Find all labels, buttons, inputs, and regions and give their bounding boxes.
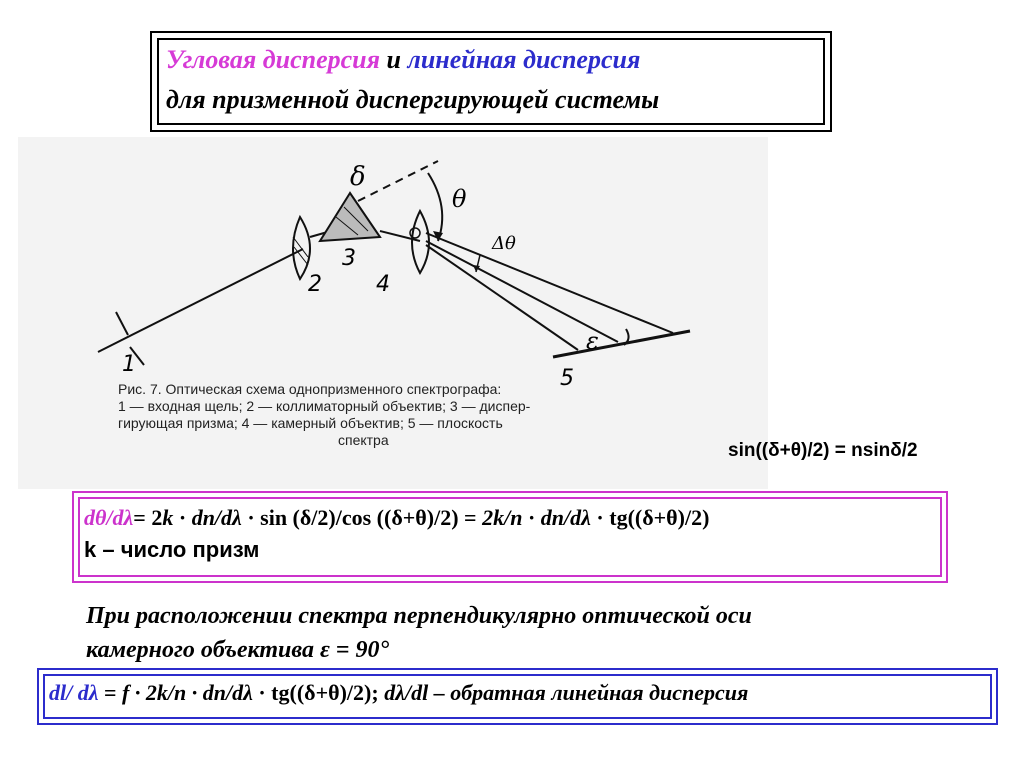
- input-ray: [98, 249, 303, 352]
- label-epsilon: ε: [586, 327, 599, 355]
- caption-line-2: 1 — входная щель; 2 — коллиматорный объектив; 3 — диспер-: [118, 398, 531, 414]
- angular-dispersion-formula: [84, 505, 709, 531]
- spectrograph-figure: [18, 137, 768, 489]
- label-4: 4: [376, 272, 390, 297]
- formula2-lhs: dl/ dλ: [49, 680, 99, 705]
- output-ray-a: [426, 233, 673, 333]
- title-angular-dispersion: Угловая дисперсия: [166, 45, 381, 74]
- dashed-axis: [358, 161, 438, 201]
- note-line-2: камерного объектива ε = 90°: [86, 637, 390, 663]
- perpendicular-note: [86, 599, 752, 667]
- formula2-f-k-n: f · 2k/n · dn/dλ: [122, 680, 253, 705]
- label-theta: θ: [452, 185, 467, 213]
- prism-count-note: k – число призм: [84, 537, 260, 562]
- formula2-description: – обратная линейная дисперсия: [428, 680, 749, 705]
- formula1-lhs: dθ/dλ: [84, 505, 134, 530]
- title-line-1: [166, 45, 640, 75]
- formula1-mid: · sin (δ/2)/cos ((δ+θ)/2) =: [241, 505, 483, 530]
- formula1-dot2: ·: [522, 505, 541, 530]
- title-line-2: для призменной диспергирующей системы: [166, 85, 660, 114]
- prism-sin-formula: sin((δ+θ)/2) = nsinδ/2: [728, 440, 918, 461]
- linear-dispersion-formula-box: [37, 668, 998, 725]
- focal-plane: [553, 331, 690, 357]
- formula1-dn-dl-2: dn/dλ: [540, 505, 591, 530]
- formula2-tail: · tg((δ+θ)/2);: [252, 680, 385, 705]
- label-1: 1: [122, 352, 136, 377]
- note-line-1: При расположении спектра перпендикулярно оптической оси: [86, 603, 752, 629]
- formula1-dot1: ·: [173, 505, 192, 530]
- formula1-dn-dl-1: dn/dλ: [191, 505, 242, 530]
- formula1-rhs-a: = 2: [133, 505, 163, 530]
- title-conjunction: и: [386, 45, 401, 74]
- formula2-inverse: dλ/dl: [384, 680, 429, 705]
- caption-line-1: Рис. 7. Оптическая схема однопризменного спектрографа:: [118, 381, 502, 397]
- formula1-k-over-n: 2k/n: [482, 505, 523, 530]
- title-linear-dispersion: линейная дисперсия: [407, 45, 641, 74]
- angular-dispersion-formula-box: [72, 491, 948, 583]
- prism: [320, 193, 380, 241]
- formula2-eq: =: [98, 680, 123, 705]
- label-delta: δ: [350, 162, 366, 192]
- output-ray-c: [426, 245, 578, 350]
- title-box: [150, 31, 832, 132]
- linear-dispersion-formula: [49, 680, 748, 706]
- figure-caption: [118, 381, 648, 449]
- caption-line-4: спектра: [338, 432, 389, 448]
- label-dtheta: Δθ: [492, 233, 516, 254]
- label-2: 2: [308, 272, 322, 297]
- slit-mark-top: [116, 312, 128, 335]
- formula1-k: k: [162, 505, 174, 530]
- label-3: 3: [342, 246, 356, 271]
- formula1-tail: · tg((δ+θ)/2): [590, 505, 710, 530]
- label-5: 5: [560, 366, 574, 391]
- caption-line-3: гирующая призма; 4 — камерный объектив; 5 — плоскость: [118, 415, 503, 431]
